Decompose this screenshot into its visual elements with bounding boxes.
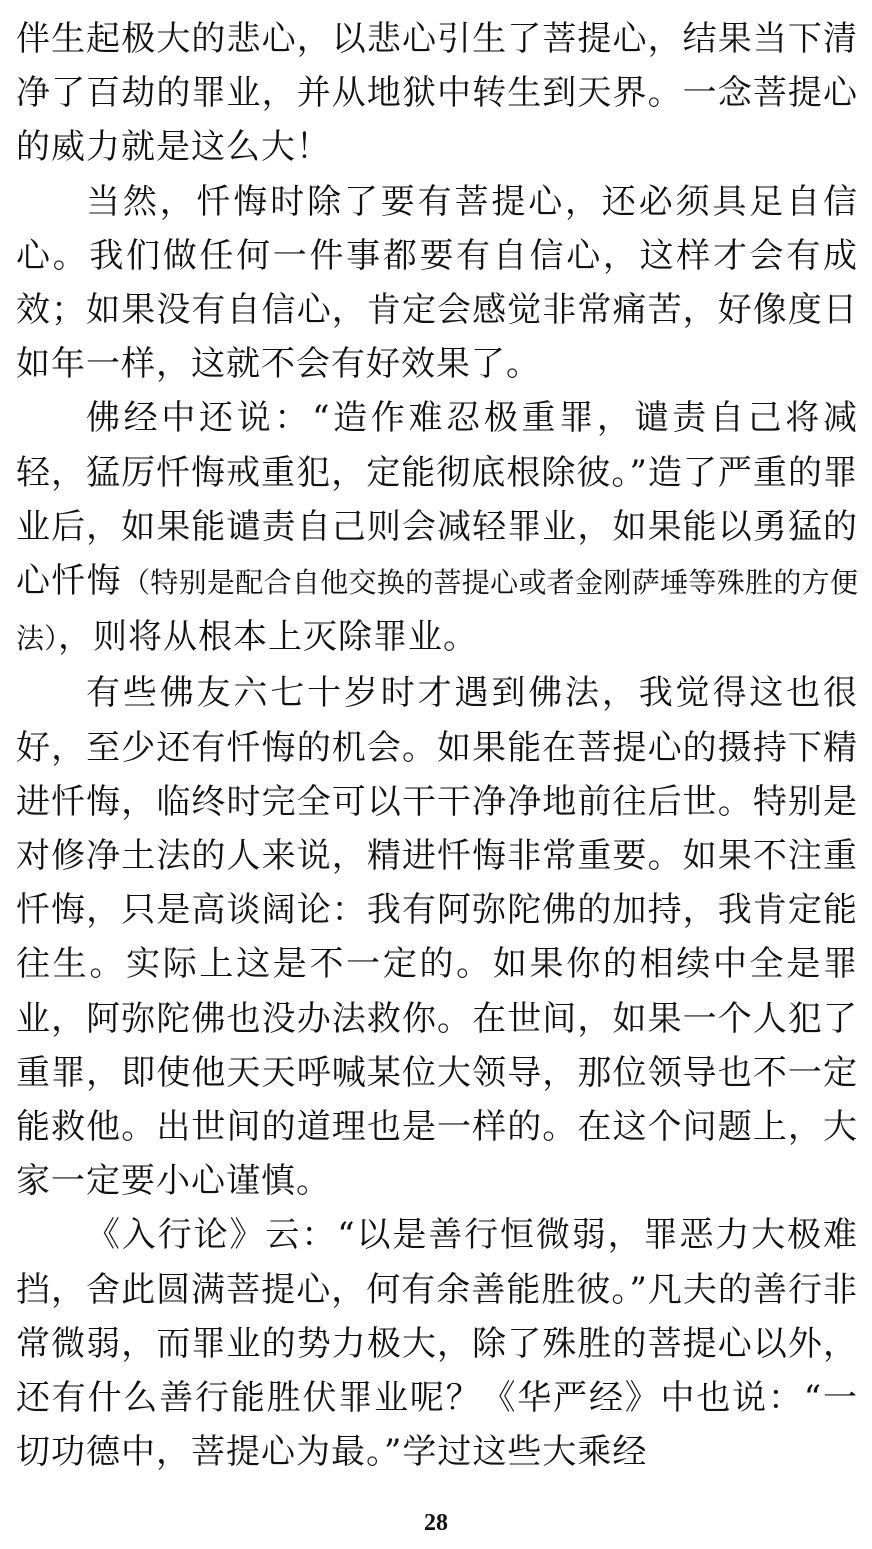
paragraph-3-tail: ，则将从根本上灭除罪业。: [58, 617, 479, 658]
paragraph-3: [16, 391, 858, 666]
paragraph-5: [16, 1208, 858, 1479]
paragraph-2: [16, 175, 858, 392]
paragraph-3-text: 佛经中还说：“造作难忍极重罪，谴责自己将减轻，猛厉忏悔戒重犯，定能彻底根除彼。”造了严重的罪业后，如果能谴责自己则会减轻罪业，如果能以勇猛的心忏悔: [16, 398, 858, 602]
paragraph-4-text: 有些佛友六七十岁时才遇到佛法，我觉得这也很好，至少还有忏悔的机会。如果能在菩提心的摄持下精进忏悔，临终时完全可以干干净净地前往后世。特别是对修净土法的人来说，精进忏悔非常重要。如果不注重忏悔，只是高谈阔论：我有阿弥陀佛的加持，我肯定能往生。实际上这是不一定的。如果你的相续中全是罪业，阿弥陀佛也没办法救你。在世间，如果一个人犯了重罪，即使他天天呼喊某位大领导，那位领导也不一定能救他。出世间的道理也是一样的。在这个问题上，大家一定要小心谨慎。: [16, 673, 858, 1202]
page-number: 28: [424, 1510, 448, 1536]
paragraph-4: [16, 666, 858, 1208]
paragraph-1-text: 伴生起极大的悲心，以悲心引生了菩提心，结果当下清净了百劫的罪业，并从地狱中转生到天界。一念菩提心的威力就是这么大！: [16, 19, 858, 168]
page-body: [16, 12, 858, 1479]
paragraph-3-annotation: （特别是配合自他交换的菩提心或者金刚萨埵等殊胜的方便法）: [16, 566, 858, 656]
paragraph-1: [16, 12, 858, 175]
paragraph-5-text: 《入行论》云：“以是善行恒微弱，罪恶力大极难挡，舍此圆满菩提心，何有余善能胜彼。”凡夫的善行非常微弱，而罪业的势力极大，除了殊胜的菩提心以外，还有什么善行能胜伏罪业呢？《华严经》中也说：“一切功德中，菩提心为最。”学过这些大乘经: [16, 1215, 858, 1473]
paragraph-2-text: 当然，忏悔时除了要有菩提心，还必须具足自信心。我们做任何一件事都要有自信心，这样才会有成效；如果没有自信心，肯定会感觉非常痛苦，好像度日如年一样，这就不会有好效果了。: [16, 181, 858, 385]
